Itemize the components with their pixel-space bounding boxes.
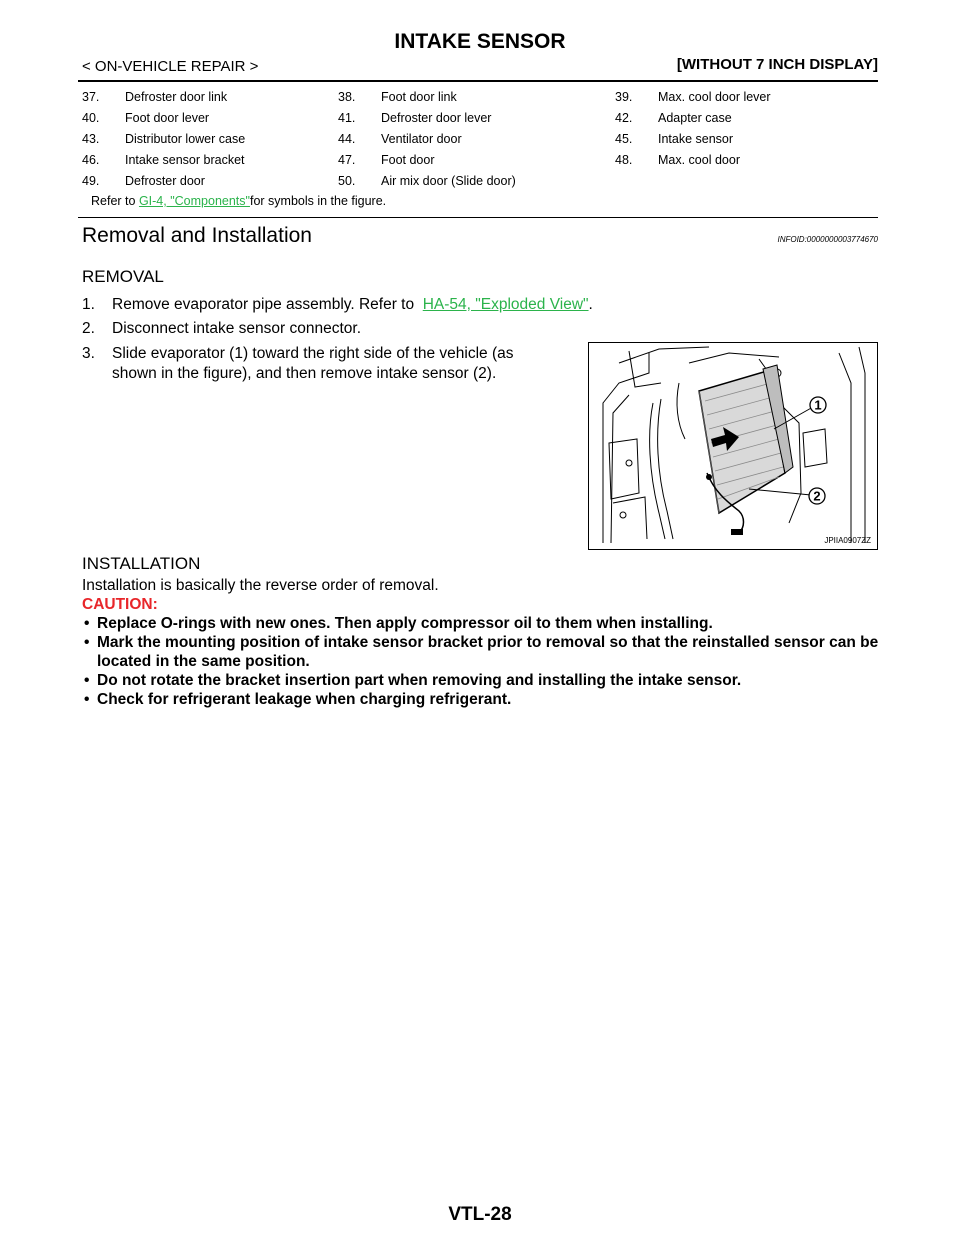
removal-step-2: 2. Disconnect intake sensor connector.: [82, 320, 361, 337]
housing-panel: [609, 439, 639, 499]
legend-item: 46. Intake sensor bracket: [82, 152, 245, 167]
caution-item: • Do not rotate the bracket insertion part when removing and installing the intake sensor.: [82, 671, 882, 690]
legend-row: [78, 86, 878, 107]
legend-item: 40. Foot door lever: [82, 110, 210, 125]
info-id: INFOID:0000000003774670: [777, 235, 878, 244]
caution-list: [82, 614, 882, 709]
installation-text: Installation is basically the reverse order of removal.: [82, 577, 439, 594]
gi-4-components-link[interactable]: GI-4, "Components": [138, 194, 250, 208]
figure-code: JPIIA0907ZZ: [824, 536, 871, 545]
removal-subheading: REMOVAL: [82, 267, 164, 286]
legend-row: [78, 149, 878, 170]
legend-item: 49. Defroster door: [82, 173, 205, 188]
removal-step-1: 1. Remove evaporator pipe assembly. Refer to HA-54, "Exploded View".: [82, 296, 593, 313]
leader-line-2: [749, 489, 811, 495]
ha-54-exploded-view-link[interactable]: HA-54, "Exploded View": [422, 296, 589, 313]
removal-installation-heading: Removal and Installation: [82, 224, 312, 247]
page-number: VTL-28: [448, 1204, 512, 1225]
caution-item: • Replace O-rings with new ones. Then apply compressor oil to them when installing.: [82, 614, 882, 633]
installation-subheading: INSTALLATION: [82, 554, 201, 573]
figure-legend-table: [78, 86, 878, 211]
legend-row: [78, 107, 878, 128]
page-title: INTAKE SENSOR: [394, 30, 566, 53]
legend-reference-note: Refer to GI-4, "Components" for symbols in the figure.: [91, 194, 387, 208]
evaporator-drawing: [589, 343, 877, 549]
display-variant-label: [WITHOUT 7 INCH DISPLAY]: [676, 56, 878, 73]
legend-item: 37. Defroster door link: [82, 89, 228, 104]
evaporator-illustration: [588, 342, 878, 550]
legend-row: [78, 128, 878, 149]
pipe-left: [650, 403, 665, 539]
header-divider: [78, 80, 878, 82]
caution-item: • Mark the mounting position of intake sensor bracket prior to removal so that the reinstalled sensor can be located in the same position.: [82, 633, 882, 671]
legend-divider: [78, 217, 878, 218]
section-breadcrumb: < ON-VEHICLE REPAIR >: [82, 58, 259, 75]
legend-row: [78, 170, 878, 191]
legend-item: 50. Air mix door (Slide door): [338, 173, 516, 188]
legend-item: 43. Distributor lower case: [82, 131, 246, 146]
legend-item: 48. Max. cool door: [615, 152, 740, 167]
legend-item: 39. Max. cool door lever: [615, 89, 771, 104]
callout-2-text: 2: [813, 488, 821, 504]
legend-item: 44. Ventilator door: [338, 131, 462, 146]
caution-label: CAUTION:: [82, 596, 158, 613]
caution-item: • Check for refrigerant leakage when charging refrigerant.: [82, 690, 882, 709]
legend-item: 45. Intake sensor: [615, 131, 734, 146]
removal-step-3: 3. Slide evaporator (1) toward the right side of the vehicle (as shown in the figure), and then remove intake sensor (2).: [82, 345, 514, 382]
callout-1-text: 1: [814, 397, 822, 413]
legend-item: 41. Defroster door lever: [338, 110, 492, 125]
legend-item: 42. Adapter case: [615, 110, 732, 125]
legend-item: 47. Foot door: [338, 152, 435, 167]
legend-item: 38. Foot door link: [338, 89, 457, 104]
